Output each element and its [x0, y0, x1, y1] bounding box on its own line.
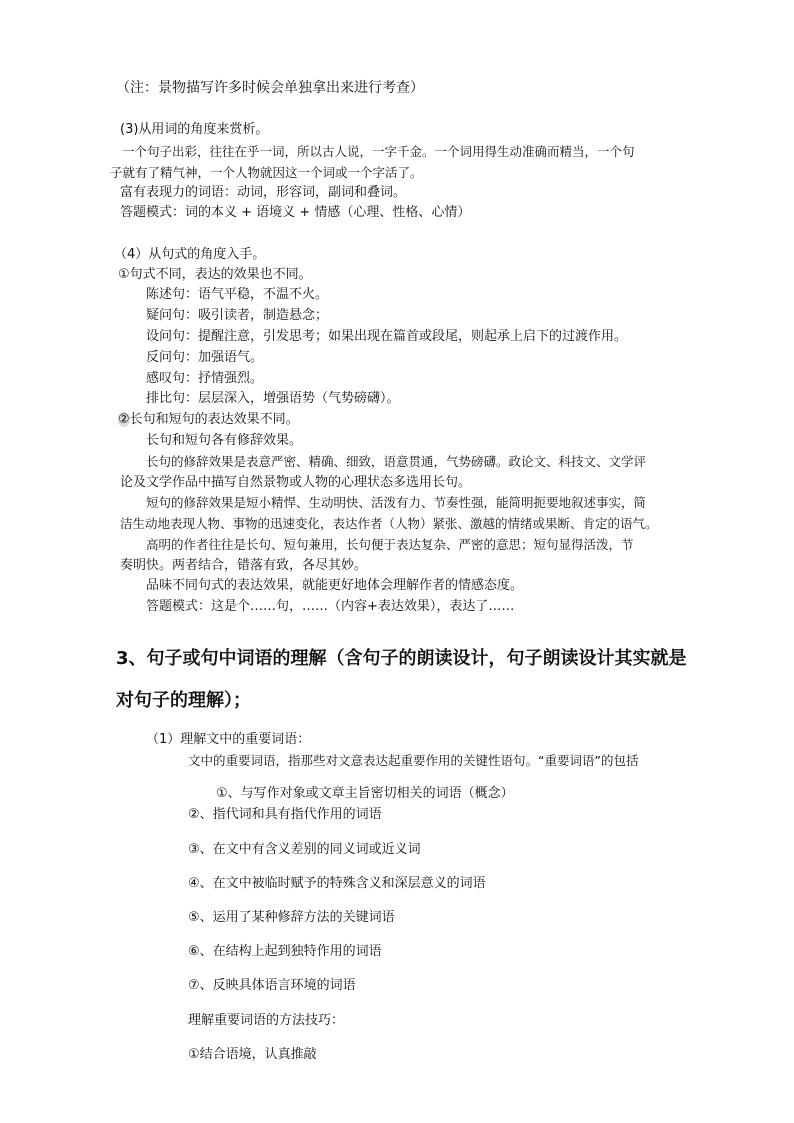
- section-title: 3、句子或句中词语的理解（含句子的朗读设计，句子朗读设计其实就是: [116, 648, 687, 669]
- list-item: ⑦、反映具体语言环境的词语: [188, 978, 356, 993]
- answer-template: 答题模式：这是个……句，……（内容+表达效果），表达了……: [146, 599, 515, 614]
- paragraph-line: 子就有了精气神，一个人物就因这一个词或一个字活了。: [110, 165, 423, 180]
- section-3-heading: (3)从用词的角度来赏析。: [120, 122, 269, 137]
- subsection-heading: （1）理解文中的重要词语：: [146, 732, 311, 747]
- list-item: ①结合语境，认真推敲: [188, 1047, 317, 1062]
- answer-template: 答题模式：词的本义 + 语境义 + 情感（心理、性格、心情）: [120, 205, 471, 220]
- section-4-heading: （4）从句式的角度入手。: [114, 247, 266, 262]
- paragraph-line: 短句的修辞效果是短小精悍、生动明快、活泼有力、节奏性强，能简明扼要地叙述事实，简: [146, 495, 647, 510]
- sentence-type: 反问句：加强语气。: [146, 350, 264, 365]
- list-item-text: 长句和短句的表达效果不同。: [129, 412, 299, 427]
- paragraph-line: 文中的重要词语，指那些对文意表达起重要作用的关键性语句。“重要词语”的包括: [188, 753, 639, 768]
- list-item: ①、与写作对象或文章主旨密切相关的词语（概念）: [216, 786, 514, 801]
- section-title: 对句子的理解）；: [116, 690, 251, 711]
- list-item: ②、指代词和具有指代作用的词语: [188, 807, 382, 822]
- sentence-type: 设问句：提醒注意，引发思考；如果出现在篇首或段尾，则起承上启下的过渡作用。: [146, 329, 628, 344]
- sentence-type: 感叹句：抒情强烈。: [146, 371, 264, 386]
- list-item: [118, 412, 299, 428]
- note-line: （注：景物描写许多时候会单独拿出来进行考查）: [116, 80, 424, 96]
- sentence-type: 疑问句：吸引读者，制造悬念；: [146, 308, 329, 323]
- paragraph-line: 高明的作者往往是长句、短句兼用，长句便于表达复杂、严密的意思；短句显得活泼，节: [146, 537, 634, 552]
- list-item: ④、在文中被临时赋予的特殊含义和深层意义的词语: [188, 876, 486, 891]
- subsection-heading: 理解重要词语的方法技巧：: [188, 1013, 345, 1028]
- paragraph-line: 品味不同句式的表达效果，就能更好地体会理解作者的情感态度。: [146, 578, 524, 593]
- paragraph-line: 论及文学作品中描写自然景物或人物的心理状态多选用长句。: [120, 475, 472, 490]
- sentence-type: 陈述句：语气平稳，不温不火。: [146, 287, 329, 302]
- list-marker: ②: [118, 412, 130, 427]
- list-item: ⑤、运用了某种修辞方法的关键词语: [188, 910, 395, 925]
- list-item: ③、在文中有含义差别的同义词或近义词: [188, 842, 421, 857]
- paragraph-line: 长句和短句各有修辞效果。: [146, 433, 303, 448]
- paragraph-line: 富有表现力的词语：动词，形容词，副词和叠词。: [120, 185, 407, 200]
- paragraph-line: 长句的修辞效果是表意严密、精确、细致，语意贯通，气势磅礴。政论文、科技文、文学评: [146, 454, 647, 469]
- list-item: ①句式不同，表达的效果也不同。: [118, 267, 312, 282]
- list-item: ⑥、在结构上起到独特作用的词语: [188, 944, 382, 959]
- paragraph-line: 一个句子出彩，往往在乎一词，所以古人说，一字千金。一个词用得生动准确而精当，一个句: [122, 144, 635, 159]
- paragraph-line: 奏明快。两者结合，错落有致，各尽其妙。: [120, 558, 368, 573]
- sentence-type: 排比句：层层深入，增强语势（气势磅礴）。: [146, 391, 400, 406]
- paragraph-line: 洁生动地表现人物、事物的迅速变化，表达作者（人物）紧张、激越的情绪或果断、肯定的语气。: [120, 516, 658, 531]
